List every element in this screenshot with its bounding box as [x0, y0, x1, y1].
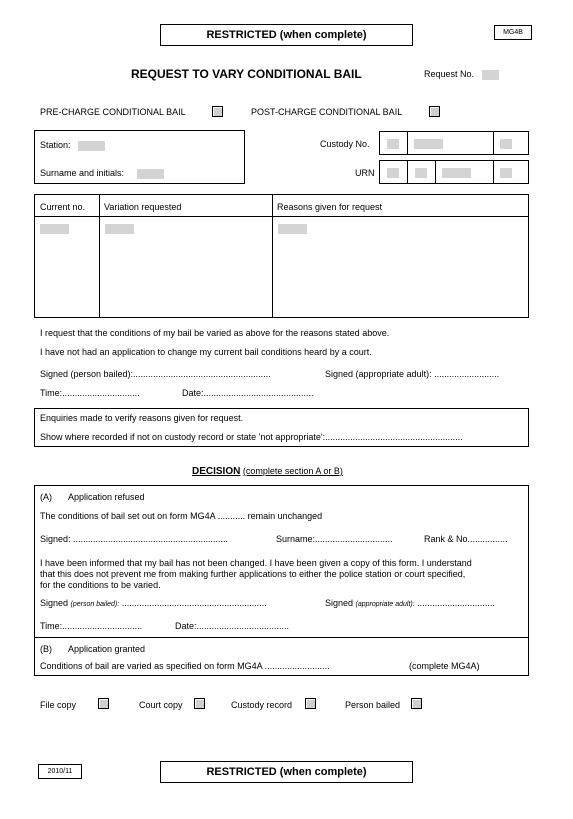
file-copy-checkbox[interactable] — [98, 698, 109, 709]
decision-title: DECISION — [192, 466, 241, 477]
pre-charge-checkbox[interactable] — [212, 106, 223, 117]
section-b-title: Application granted — [68, 644, 146, 654]
section-a-signed-person[interactable] — [40, 598, 267, 608]
col-header-current-no: Current no. — [40, 202, 86, 212]
appropriate-adult-label: (appropriate adult): — [355, 601, 415, 608]
custody-record-label: Custody record — [231, 700, 293, 710]
section-a-label: (A) — [40, 492, 52, 502]
col-header-variation: Variation requested — [104, 202, 182, 212]
section-a-info-line-2: that this does not prevent me from making further applications to either the police station or court specified, — [40, 569, 466, 579]
current-no-field[interactable] — [40, 224, 69, 234]
section-a-surname[interactable]: Surname:............................... — [276, 534, 393, 544]
enquiries-line-2[interactable]: Show where recorded if not on custody record or state 'not appropriate':....................................................... — [40, 432, 463, 442]
request-no-field[interactable] — [482, 70, 499, 80]
urn-field-1[interactable] — [387, 168, 399, 178]
reasons-field[interactable] — [278, 224, 307, 234]
section-a-info-line-3: for the conditions to be varied. — [40, 580, 161, 590]
signed-person-dots: .......................................................... — [121, 598, 267, 608]
variation-table — [34, 194, 529, 318]
section-a-date[interactable]: Date:..................................... — [175, 621, 290, 631]
section-a-time[interactable]: Time:................................ — [40, 621, 143, 631]
person-bailed-checkbox[interactable] — [411, 698, 422, 709]
court-copy-checkbox[interactable] — [194, 698, 205, 709]
station-label: Station: — [40, 140, 71, 150]
decision-heading — [192, 466, 343, 477]
restricted-banner-bottom: RESTRICTED (when complete) — [160, 761, 413, 783]
signed-prefix: Signed — [325, 598, 354, 608]
version-badge: 2010/11 — [38, 764, 82, 779]
post-charge-checkbox[interactable] — [429, 106, 440, 117]
custody-field-3[interactable] — [500, 139, 512, 149]
section-a-signed-adult[interactable] — [325, 598, 495, 608]
section-a-rank[interactable]: Rank & No................ — [424, 534, 508, 544]
variation-field[interactable] — [105, 224, 134, 234]
declaration-time[interactable]: Time:............................... — [40, 388, 140, 398]
enquiries-line-1: Enquiries made to verify reasons given for request. — [40, 413, 244, 423]
urn-field-3[interactable] — [442, 168, 471, 178]
post-charge-label: POST-CHARGE CONDITIONAL BAIL — [251, 107, 403, 117]
section-a-title: Application refused — [68, 492, 145, 502]
variation-table-col-divider-1 — [99, 194, 100, 318]
person-bailed-label: Person bailed — [345, 700, 401, 710]
declaration-date[interactable]: Date:............................................ — [182, 388, 314, 398]
station-field[interactable] — [78, 141, 105, 151]
decision-section-divider — [34, 637, 529, 638]
signed-prefix: Signed — [40, 598, 69, 608]
person-bailed-label: (person bailed): — [70, 601, 120, 608]
page-title: REQUEST TO VARY CONDITIONAL BAIL — [131, 67, 362, 81]
request-no-label: Request No. — [424, 69, 475, 79]
urn-field-2[interactable] — [415, 168, 427, 178]
custody-no-label: Custody No. — [320, 139, 370, 149]
custody-field-1[interactable] — [387, 139, 399, 149]
variation-table-header-divider — [34, 216, 529, 217]
custody-field-2[interactable] — [414, 139, 443, 149]
variation-table-col-divider-2 — [272, 194, 273, 318]
signed-adult-dots: ............................... — [417, 598, 495, 608]
surname-label: Surname and initials: — [40, 168, 125, 178]
file-copy-label: File copy — [40, 700, 77, 710]
section-a-conditions: The conditions of bail set out on form MG4A ........... remain unchanged — [40, 511, 323, 521]
signed-person-bailed[interactable]: Signed (person bailed):....................................................... — [40, 369, 271, 379]
custody-record-checkbox[interactable] — [305, 698, 316, 709]
court-copy-label: Court copy — [139, 700, 183, 710]
surname-field[interactable] — [137, 169, 164, 179]
form-code-badge: MG4B — [494, 25, 532, 40]
urn-field-4[interactable] — [500, 168, 512, 178]
section-a-info-line-1: I have been informed that my bail has not been changed. I have been given a copy of this form. I understand — [40, 558, 472, 568]
urn-label: URN — [355, 168, 375, 178]
section-b-conditions[interactable]: Conditions of bail are varied as specified on form MG4A .......................... — [40, 661, 330, 671]
col-header-reasons: Reasons given for request — [277, 202, 383, 212]
section-b-label: (B) — [40, 644, 52, 654]
declaration-line-2: I have not had an application to change my current bail conditions heard by a court. — [40, 347, 372, 357]
section-b-note: (complete MG4A) — [409, 661, 480, 671]
pre-charge-label: PRE-CHARGE CONDITIONAL BAIL — [40, 107, 186, 117]
restricted-banner-top: RESTRICTED (when complete) — [160, 24, 413, 46]
decision-subheading: (complete section A or B) — [242, 466, 343, 476]
section-a-signed[interactable]: Signed: .............................................................. — [40, 534, 229, 544]
declaration-line-1: I request that the conditions of my bail be varied as above for the reasons stated above. — [40, 328, 390, 338]
signed-appropriate-adult[interactable]: Signed (appropriate adult): .......................... — [325, 369, 500, 379]
